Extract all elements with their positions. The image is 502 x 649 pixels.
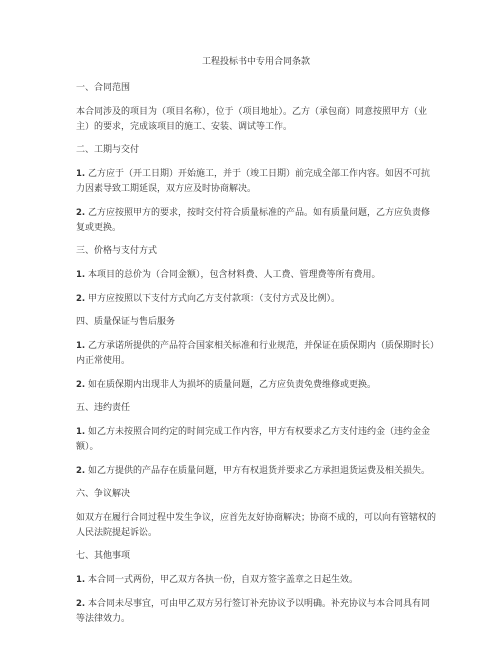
paragraph: [76, 268, 436, 283]
paragraph-text: 本合同未尽事宜，可由甲乙双方另行签订补充协议予以明确。补充协议与本合同具有同等法律效力。: [76, 599, 431, 624]
paragraph: [76, 597, 436, 627]
paragraph-text: 如乙方提供的产品存在质量问题，甲方有权退货并要求乙方承担退货运费及相关损失。: [85, 466, 431, 476]
paragraph-text: 如双方在履行合同过程中发生争议，应首先友好协商解决；协商不成的，可以向有管辖权的人民法院提起诉讼。: [76, 513, 437, 538]
clause-number: 2.: [76, 599, 86, 609]
clause-number: 2.: [76, 466, 86, 476]
section-heading-schedule: 二、工期与交付: [76, 145, 140, 155]
clause-number: 1.: [76, 270, 86, 280]
section-heading-warranty: 四、质量保证与售后服务: [76, 317, 176, 327]
section-heading-other: 七、其他事项: [76, 551, 131, 561]
clause-number: 2.: [76, 208, 86, 218]
paragraph: [76, 206, 436, 236]
section-heading-dispute: 六、争议解决: [76, 489, 131, 499]
paragraph-text: 如乙方未按照合同约定的时间完成工作内容，甲方有权要求乙方支付违约金（违约金金额）。: [76, 427, 431, 452]
paragraph: [76, 167, 436, 197]
paragraph-text: 如在质保期内出现非人为损坏的质量问题，乙方应负责免费维修或更换。: [85, 380, 377, 390]
paragraph: [76, 292, 436, 307]
paragraph: [76, 425, 436, 455]
paragraph-text: 本项目的总价为（合同金额），包含材料费、人工费、管理费等所有费用。: [85, 270, 381, 280]
paragraph-text: 甲方应按照以下支付方式向乙方支付款项：（支付方式及比例）。: [85, 294, 341, 304]
clause-number: 2.: [76, 294, 86, 304]
clause-number: 1.: [76, 169, 86, 179]
clause-number: 1.: [76, 427, 86, 437]
paragraph-text: 乙方应于（开工日期）开始施工，并于（竣工日期）前完成全部工作内容。如因不可抗力因素导致工期延误，双方应及时协商解决。: [76, 169, 431, 194]
paragraph-text: 乙方应按照甲方的要求，按时交付符合质量标准的产品。如有质量问题，乙方应负责修复或更换。: [76, 208, 431, 233]
paragraph: [76, 105, 436, 135]
paragraph: [76, 378, 436, 393]
paragraph-text: 本合同涉及的项目为（项目名称），位于（项目地址）。乙方（承包商）同意按照甲方（业主）的要求，完成该项目的施工、安装、调试等工作。: [76, 107, 428, 132]
clause-number: 1.: [76, 341, 86, 351]
paragraph-text: 本合同一式两份，甲乙双方各执一份，自双方签字盖章之日起生效。: [85, 575, 359, 585]
section-heading-price: 三、价格与支付方式: [76, 246, 158, 256]
paragraph-text: 乙方承诺所提供的产品符合国家相关标准和行业规范，并保证在质保期内（质保期时长）内正常使用。: [76, 341, 435, 366]
paragraph: [76, 511, 436, 541]
section-heading-liability: 五、违约责任: [76, 403, 131, 413]
clause-number: 1.: [76, 575, 86, 585]
paragraph: [76, 464, 436, 479]
document-title: 工程投标书中专用合同条款: [201, 57, 310, 67]
paragraph: [76, 339, 436, 369]
paragraph: [76, 573, 436, 588]
section-heading-scope: 一、合同范围: [76, 83, 131, 93]
clause-number: 2.: [76, 380, 86, 390]
